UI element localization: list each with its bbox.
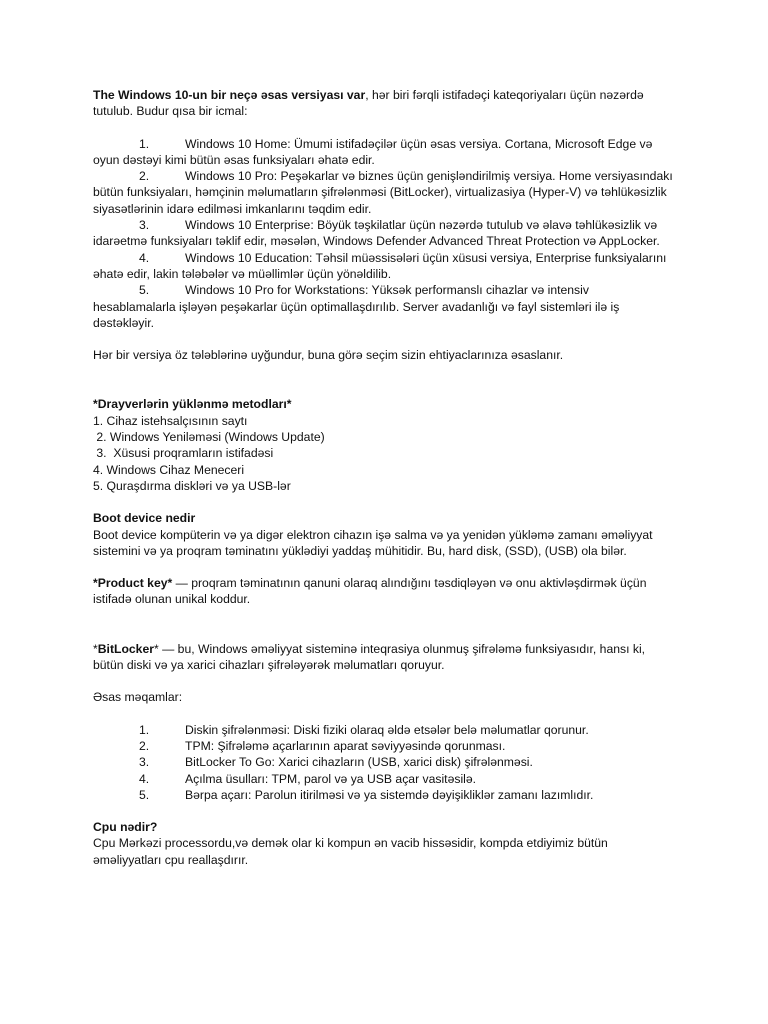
main-points-list <box>93 722 673 803</box>
drivers-line: 5. Quraşdırma diskləri və ya USB-lər <box>93 478 291 493</box>
list-item <box>93 136 673 169</box>
drivers-line: 1. Cihaz istehsalçısının saytı <box>93 413 248 428</box>
list-item <box>93 217 673 250</box>
list-item <box>93 722 673 738</box>
versions-summary: Hər bir versiya öz tələblərinə uyğundur, buna görə seçim sizin ehtiyaclarınıza əsaslanır. <box>93 348 564 363</box>
drivers-line: 2. Windows Yeniləməsi (Windows Update) <box>93 430 325 445</box>
list-number: 4. <box>139 771 150 786</box>
bitlocker-star-open: * <box>93 641 98 656</box>
list-number: 5. <box>139 787 150 802</box>
list-number: 1. <box>139 136 150 151</box>
product-key-paragraph <box>93 575 673 608</box>
list-item-text: BitLocker To Go: Xarici cihazların (USB, xarici disk) şifrələnməsi. <box>185 755 533 770</box>
list-number: 1. <box>139 722 150 737</box>
product-key-text: — proqram təminatının qanuni olaraq alındığını təsdiqləyən və onu aktivləşdirmək üçün istifadə olunan unikal koddur. <box>93 576 647 607</box>
list-item-text: TPM: Şifrələmə açarlarının aparat səviyyəsində qorunması. <box>185 738 506 753</box>
list-number: 5. <box>139 283 150 298</box>
main-points-heading: Əsas məqamlar: <box>93 690 183 705</box>
intro-text: , hər biri fərqli istifadəçi kateqoriyaları üçün nəzərdə tutulub. Budur qısa bir icmal: <box>93 88 644 119</box>
list-item-text: Windows 10 Home: Ümumi istifadəçilər üçün əsas versiya. Cortana, Microsoft Edge və oyun dəstəyi kimi bütün əsas funksiyaları əhatə edir. <box>93 136 653 167</box>
bitlocker-paragraph <box>93 641 673 674</box>
list-item-text: Windows 10 Pro for Workstations: Yüksək performanslı cihazlar və intensiv hesablamalarla işləyən peşəkarlar üçün optimallaşdırılıb. Server avadanlığı və fayl sistemləri ilə iş dəstəkləyir. <box>93 283 620 330</box>
list-item <box>93 250 673 283</box>
list-item <box>93 282 673 331</box>
list-item <box>93 168 673 217</box>
list-item <box>93 754 673 770</box>
drivers-line: 3. Xüsusi proqramların istifadəsi <box>93 446 274 461</box>
product-key-term: *Product key* <box>93 576 173 591</box>
list-number: 4. <box>139 250 150 265</box>
versions-list <box>93 136 673 332</box>
intro-paragraph <box>93 87 673 120</box>
drivers-line: 4. Windows Cihaz Meneceri <box>93 462 245 477</box>
list-number: 2. <box>139 169 150 184</box>
list-item-text: Bərpa açarı: Parolun itirilməsi və ya sistemdə dəyişikliklər zamanı lazımlıdır. <box>185 787 594 802</box>
bitlocker-term: BitLocker <box>97 641 154 656</box>
list-item-text: Windows 10 Pro: Peşəkarlar və biznes üçün genişləndirilmiş versiya. Home versiyasındakı bütün funksiyaları, həmçinin məlumatların şifrələnməsi (BitLocker), virtualizasiya (Hyper-V) və təhlükəsizlik siyasətlərinin idarə edilməsi imkanlarını təqdim edir. <box>93 169 673 216</box>
bitlocker-text: — bu, Windows əməliyyat sisteminə inteqrasiya olunmuş şifrələmə funksiyasıdır, hansı ki, bütün diski və ya xarici cihazları şifrələyərək məlumatları qoruyur. <box>93 641 646 673</box>
list-number: 3. <box>139 755 150 770</box>
bitlocker-star-close: * <box>153 641 159 656</box>
list-item <box>93 771 673 787</box>
list-item-text: Diskin şifrələnməsi: Diski fiziki olaraq əldə etsələr belə məlumatlar qorunur. <box>185 722 589 737</box>
cpu-heading: Cpu nədir? <box>93 820 158 835</box>
list-item-text: Windows 10 Enterprise: Böyük təşkilatlar üçün nəzərdə tutulub və əlavə təhlükəsizlik və idarəetmə funksiyaları təklif edir, məsələn, Windows Defender Advanced Threat Protection və AppLocker. <box>93 218 660 249</box>
list-item-text: Windows 10 Education: Təhsil müəssisələri üçün xüsusi versiya, Enterprise funksiyalarını əhatə edir, lakin tələbələr və müəllimlər üçün yönəldilib. <box>93 250 667 281</box>
drivers-heading: *Drayverlərin yüklənmə metodları* <box>93 397 292 412</box>
list-item-text: Açılma üsulları: TPM, parol və ya USB açar vasitəsilə. <box>185 771 477 786</box>
list-item <box>93 738 673 754</box>
list-number: 2. <box>139 738 150 753</box>
list-number: 3. <box>139 218 150 233</box>
boot-heading: Boot device nedir <box>93 511 196 526</box>
intro-bold: The Windows 10-un bir neçə əsas versiyası var <box>93 88 366 102</box>
boot-text: Boot device kompüterin və ya digər elektron cihazın işə salma və ya yenidən yükləmə zamanı əməliyyat sistemini və ya proqram təminatını yüklədiyi yaddaş mühitidir. Bu, hard disk, (SSD), (USB) ola bilər. <box>93 527 653 558</box>
list-item <box>93 787 673 803</box>
document-page <box>93 87 673 868</box>
cpu-text: Cpu Mərkəzi processordu,və demək olar ki kompun ən vacib hissəsidir, kompda etdiyimiz bütün əməliyyatları cpu reallaşdırır. <box>93 836 608 867</box>
